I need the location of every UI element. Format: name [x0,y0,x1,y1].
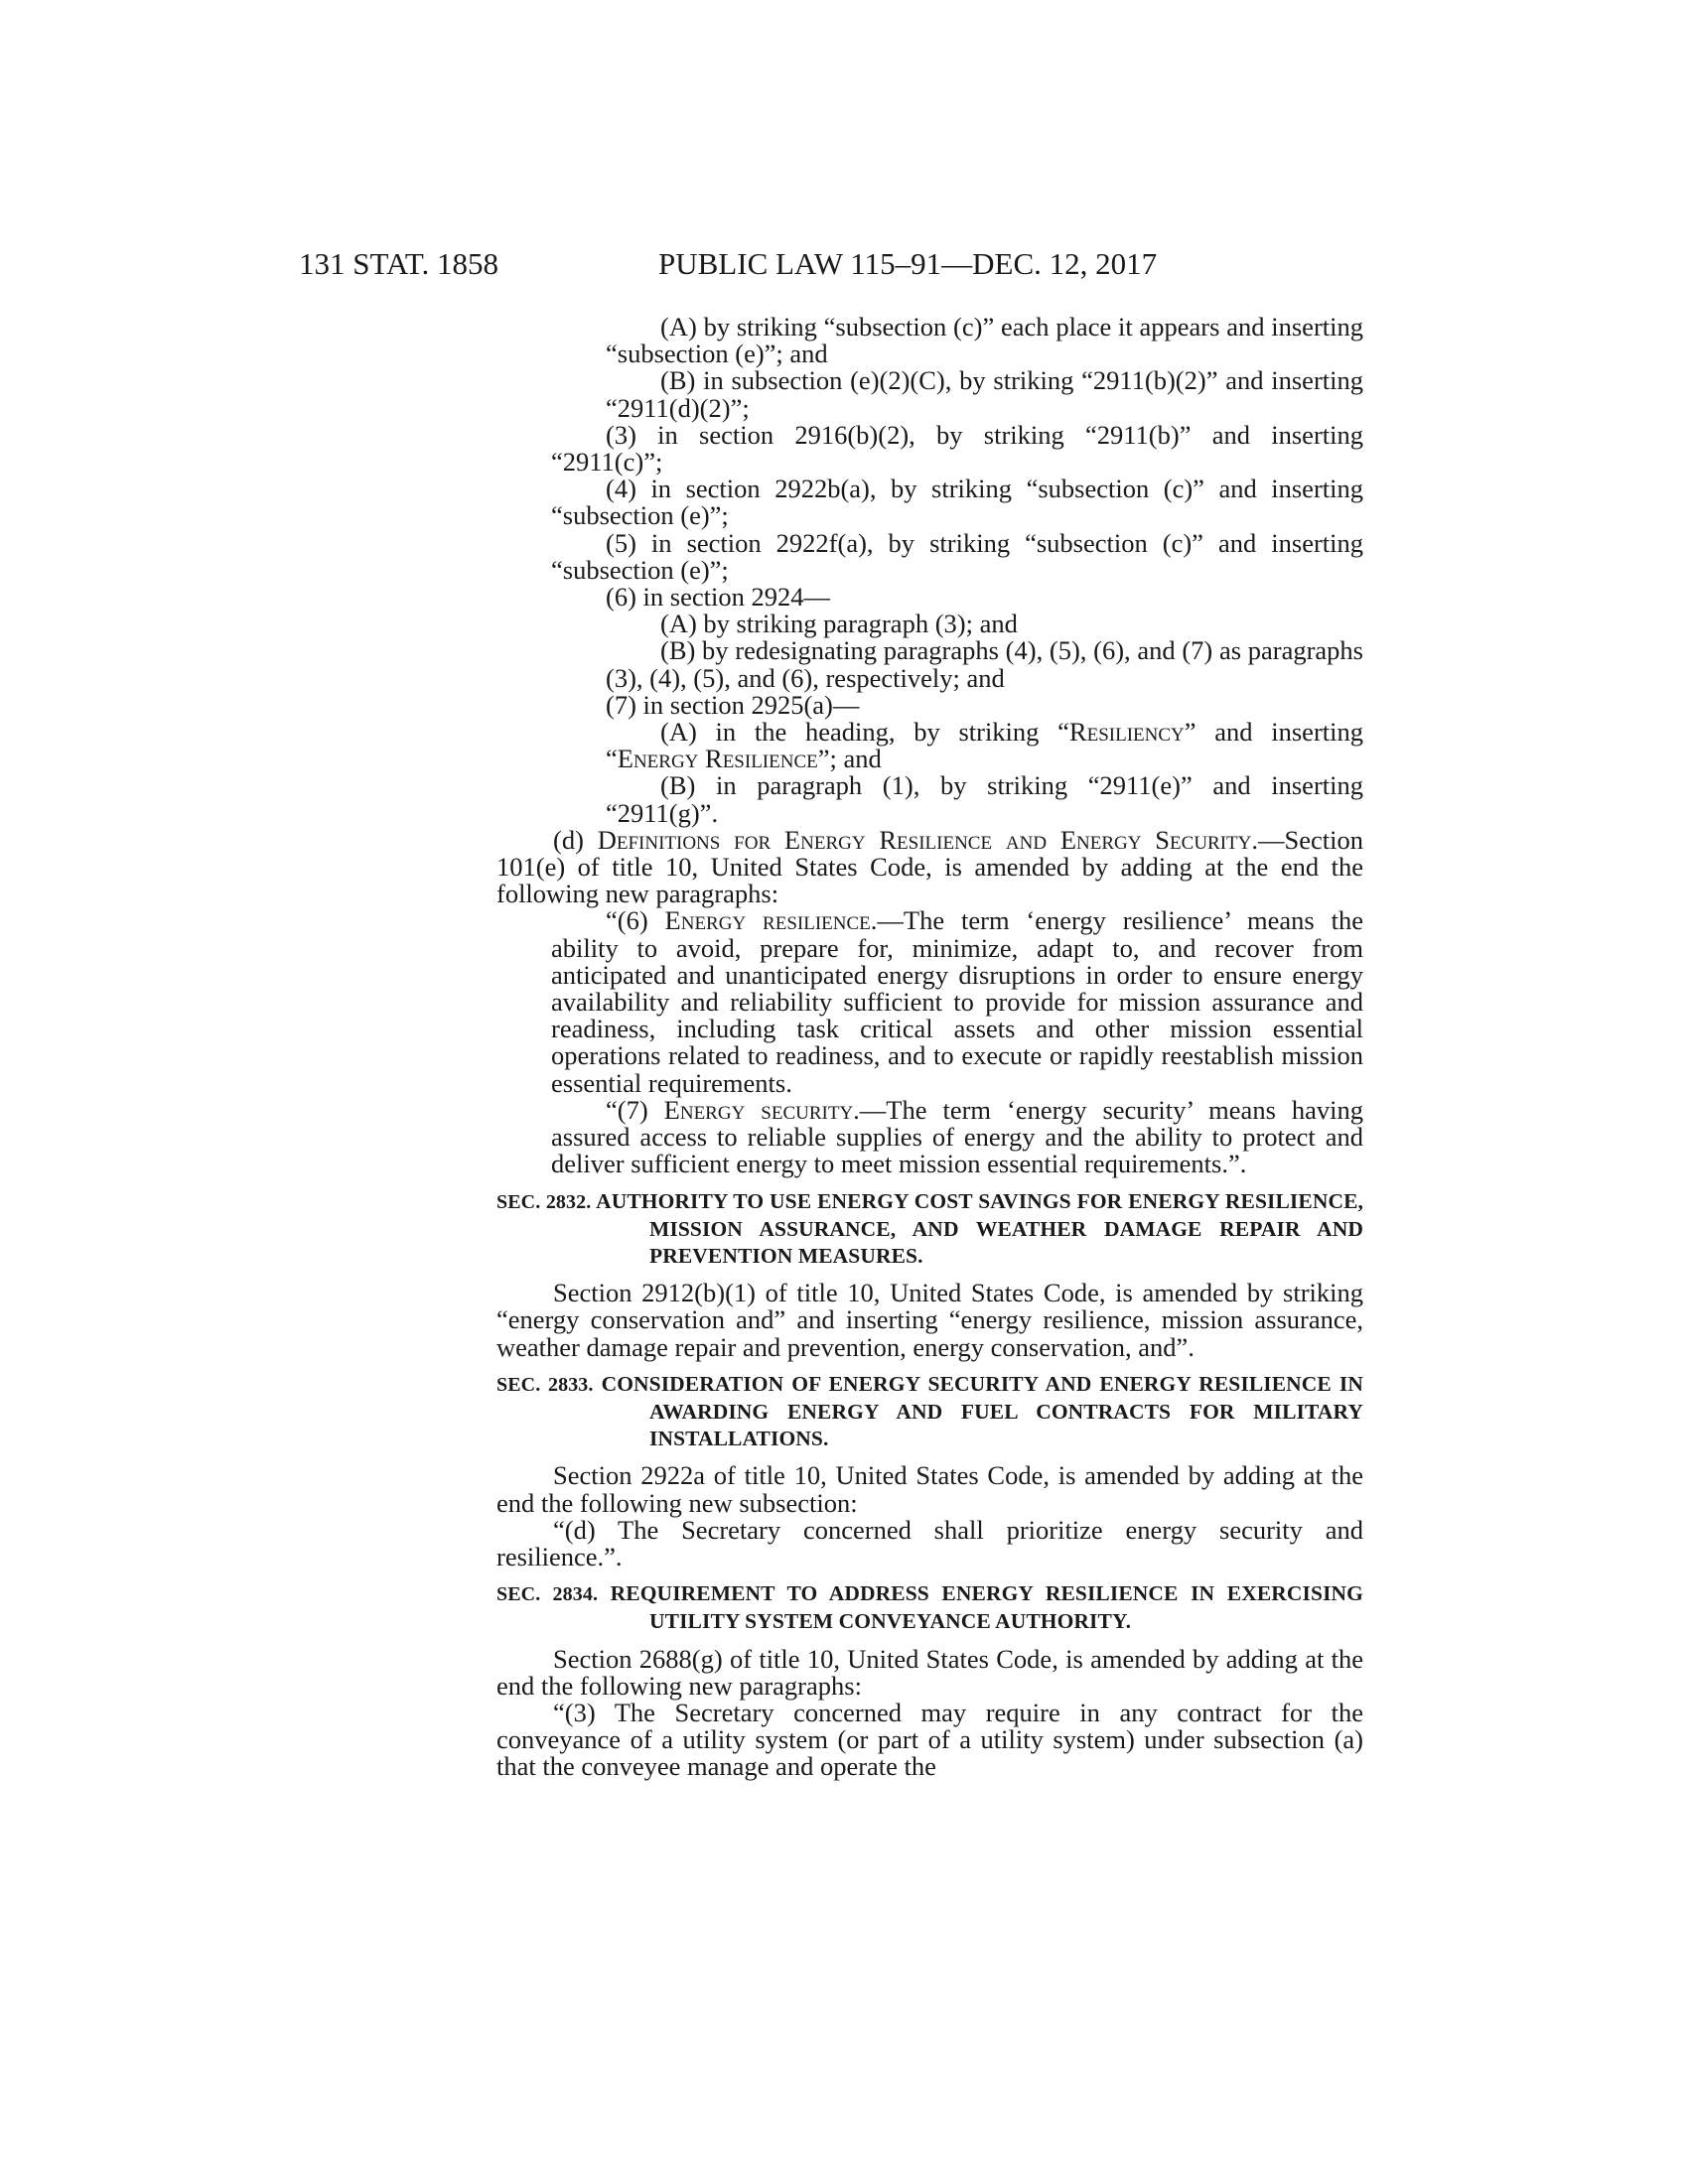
text-run: .—The term ‘energy security’ means having assured access to reliable supplies of energy and the ability to protect and deliver sufficient energy to meet mission essential requirements.”. [551,1094,1363,1179]
paragraph: Section 2688(g) of title 10, United States Code, is amended by adding at the end the following new paragraphs: [496,1643,1363,1701]
paragraph [496,824,1363,909]
section-heading [496,1188,1363,1271]
paragraph: (A) by striking “subsection (c)” each place it appears and inserting “subsection (e)”; and [606,312,1363,369]
paragraph-heading: Energy resilience [664,905,871,936]
document-body [496,314,1363,1781]
subsection-heading: Definitions for Energy Resilience and Energy Security [597,824,1252,855]
section-number: SEC. 2833. [496,1373,594,1396]
text-run: “(7) [606,1094,664,1125]
law-title: PUBLIC LAW 115–91—DEC. 12, 2017 [658,246,1158,281]
paragraph [496,1094,1363,1179]
section-heading [496,1371,1363,1453]
text-run: ”; and [817,744,882,774]
small-caps-term: Resiliency [1068,717,1185,748]
text-run: (A) in the heading, by striking “ [660,717,1069,748]
paragraph: (7) in section 2925(a)— [606,689,860,720]
section-number: SEC. 2832. [496,1190,592,1213]
paragraph: Section 2922a of title 10, United States Code, is amended by adding at the end the following new subsection: [496,1460,1363,1518]
paragraph: “(3) The Secretary concerned may require in any contract for the conveyance of a utility system (or part of a utility system) under subsection (a) that the conveyee manage and operate the [496,1697,1363,1782]
paragraph: (6) in section 2924— [606,582,830,613]
text-run: (d) [553,824,598,855]
section-title: REQUIREMENT TO ADDRESS ENERGY RESILIENCE IN EXERCISING UTILITY SYSTEM CONVEYANCE AUTHORITY. [610,1581,1363,1634]
paragraph-heading: Energy security [663,1094,854,1125]
paragraph: (B) in paragraph (1), by striking “2911(e)” and inserting “2911(g)”. [606,770,1363,828]
paragraph: “(d) The Secretary concerned shall prioritize energy security and resilience.”. [496,1514,1363,1571]
paragraph: (3) in section 2916(b)(2), by striking “2911(b)” and inserting “2911(c)”; [551,419,1363,478]
stat-reference: 131 STAT. 1858 [299,246,499,281]
paragraph: (B) by redesignating paragraphs (4), (5), (6), and (7) as paragraphs (3), (4), (5), and (6), respectively; and [606,635,1363,693]
text-run: ” and inserting “ [606,717,1363,774]
section-heading [496,1580,1363,1635]
section-number: SEC. 2834. [496,1583,599,1606]
section-title: AUTHORITY TO USE ENERGY COST SAVINGS FOR ENERGY RESILIENCE, MISSION ASSURANCE, AND WEATHER DAMAGE REPAIR AND PREVENTION MEASURES. [596,1188,1363,1268]
paragraph: (A) by striking paragraph (3); and [660,609,1018,639]
paragraph: (B) in subsection (e)(2)(C), by striking “2911(b)(2)” and inserting “2911(d)(2)”; [606,365,1363,423]
paragraph [496,719,1363,772]
paragraph [496,907,1363,1096]
paragraph: Section 2912(b)(1) of title 10, United States Code, is amended by striking “energy conservation and” and inserting “energy resilience, mission assurance, weather damage repair and prevention, energy conservation, and”. [496,1278,1363,1362]
text-run: .—The term ‘energy resilience’ means the ability to avoid, prepare for, minimize, adapt to, and recover from anticipated and unanticipated energy disruptions in order to ensure energy availability and reliability sufficient to provide for mission assurance and readiness, including task critical assets and other mission essential operations related to readiness, and to execute or rapidly reestablish mission essential requirements. [551,905,1363,1098]
text-run: “(6) [606,905,665,936]
paragraph: (4) in section 2922b(a), by striking “subsection (c)” and inserting “subsection (e)”; [551,474,1363,531]
page-header [0,246,1688,286]
section-title: CONSIDERATION OF ENERGY SECURITY AND ENERGY RESILIENCE IN AWARDING ENERGY AND FUEL CONTRACTS FOR MILITARY INSTALLATIONS. [601,1371,1364,1451]
small-caps-term: Energy Resilience [617,744,818,774]
text-run: .—Section 101(e) of title 10, United States Code, is amended by adding at the end the following new paragraphs: [496,824,1363,909]
paragraph: (5) in section 2922f(a), by striking “subsection (c)” and inserting “subsection (e)”; [551,527,1363,585]
